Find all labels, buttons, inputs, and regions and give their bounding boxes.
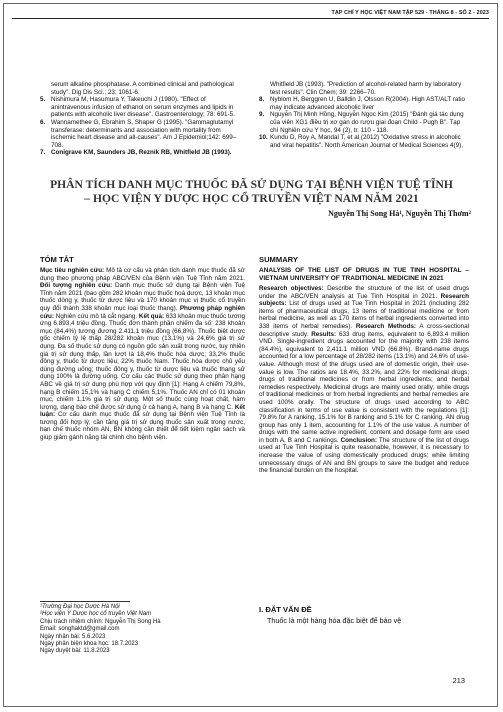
- article-authors: Nguyễn Thị Song Hà¹, Nguyễn Thị Thơm²: [328, 209, 471, 218]
- references-right: [259, 81, 469, 149]
- reference-number: 7.: [40, 149, 46, 157]
- abstract-text: 633 khoản mục thuốc tương ứng 6.893,4 triệu đồng. Thuốc đơn thành phần chiếm đa số: 238 khoản mục (84,4%) tương đương 2.411,1 triệu đồng (66,8%). Thuốc biệt dược gốc chiếm tỷ lệ thấp 28/282 khoản mục (13,1%) và 24,6% giá trị sử dụng. Đa số thuốc sử dụng có nguồn gốc sản xuất trong nước, tuy nhiên giá trị sử dụng thấp, lần lượt là 18,4% thuốc hóa dược; 33,2% thuốc đông y, thuốc từ dược liệu; 22% thuốc Nam. Thuốc hóa dược chủ yếu dùng đường uống; thuốc đông y, thuốc từ dược liệu và thuốc thang sử dụng 100% là đường uống. Cơ cấu các thuốc sử dụng theo phân hạng ABC về giá trị sử dụng phù hợp với quy định [1]: Hạng A chiếm 79,8%, hạng B chiếm 15,1% và hạng C chiếm 5,1%. Thuốc AN chỉ có 01 khoản mục, chiếm 1,1% giá trị sử dụng. Một số thuốc cùng hoạt chất, hàm lượng, dạng bào chế được sử dụng ở cả hạng A, hạng B và hạng C.: [40, 312, 246, 411]
- abstract-text: Nghiên cứu mô tả cắt ngang.: [54, 312, 138, 320]
- date-received: Ngày nhận bài: 5.6.2023: [40, 633, 106, 640]
- reference-item: [40, 119, 245, 149]
- abstract-heading-vi: TÓM TẮT: [40, 255, 74, 264]
- reference-number: 9.: [259, 111, 265, 119]
- abstract-label: Research Methods:: [355, 322, 416, 330]
- abstract-label: Research objectives:: [259, 285, 324, 292]
- english-title: ANALYSIS OF THE LIST OF DRUGS IN TUE TINH HOSPITAL – VIETNAM UNIVERSITY OF TRADITIONAL MEDICINE IN 2021: [259, 267, 469, 282]
- abstract-label: Conclusion:: [340, 436, 378, 444]
- reference-text: Nguyễn Thị Minh Hồng, Nguyễn Ngọc Kim (2015) "Đánh giá tác dụng của viên XG1 điều trị xơ gan do rượu giai đoạn Child - Pugh B". Tạp chí Nghiên cứu Y học, 94 (2), tr. 110 - 118.: [270, 111, 464, 134]
- abstract-label: Đối tượng nghiên cứu:: [40, 282, 113, 290]
- reference-number: [259, 81, 270, 96]
- reference-text: Nishimura M, Hasumura Y, Takeuchi J (1980). "Effect of anintravenous infusion of ethanol on serum enzymes and lipids in patients with alcoholic liver disease". Gastroenterology; 78: 691-5.: [51, 96, 235, 119]
- abstract-text: The structure of the list of drugs used at Tue Tinh Hospital is quite reasonable, however, it is necessary to increase the value of using domestically produced drugs; while limiting unnecessary drugs of AN and BN groups to save the budget and reduce the financial burden on the hospital.: [259, 436, 470, 475]
- abstract-label: Research subjects:: [259, 292, 470, 308]
- abstract-text: Danh mục thuốc sử dụng tại Bệnh viện Tuệ Tĩnh năm 2021 (bao gồm 282 khoản mục thuốc hoá dược, 13 khoản mục thuốc dòng y, thuốc từ dược liệu và 170 khoản mục vị thuốc cổ truyền quy đổi thành 338 khoản mục loại thuốc thang).: [40, 282, 245, 312]
- section-text: [259, 616, 469, 625]
- abstract-text: 633 drug items, equivalent to 6,893.4 million VND. Single-ingredient drugs accounted for the majority with 238 items (84.4%), equivalent to 2,411.1 million VND (66.8%). Brand-name drugs accounted for a low percentage of 28/282 items (13.1%) and 24.6% of use-value. Although most of the drugs used are of domestic origin, their use-value is low. The ratios are 18.4%, 33.2%, and 22% for medicinal drugs; drugs of traditional medicines or from herbal ingredients; and herbal remedies respectively. Medicinal drugs are mainly used orally; while drugs of traditional medicines or from herbal ingredients and herbal remedies are used 100% orally. The structure of drugs used according to ABC classification in terms of use value is consistent with the regulations [1]: 79.8% for A ranking, 15.1% for B ranking and 5.1% for C ranking. AN drug group has only 1 item, accounting for 1.1% of the use value. A number of drugs with the same active ingredient, content and dosage form are used in both A, B and C rankings.: [259, 330, 469, 444]
- article-title: [20, 178, 483, 206]
- reference-number: 8.: [259, 96, 265, 104]
- abstract-text: List of drugs used at Tue Tinh Hospital in 2021 (including 282 items of pharmaceutical drugs, 13 items of traditional medicine or from herbal medicine, as well as 170 items of herbal ingredients converted into 338 items of herbal remedies).: [259, 300, 469, 330]
- reference-item: [259, 81, 469, 96]
- abstract-label: Mục tiêu nghiên cứu:: [40, 267, 105, 274]
- references-left: [40, 81, 245, 157]
- reference-item: [40, 96, 245, 119]
- abstract-text: Mô tả cơ cấu và phân tích danh mục thuốc đã sử dụng theo phương pháp ABC/VEN của Bệnh viện Tuệ Tĩnh năm 2021.: [40, 267, 245, 282]
- abstract-label: Kết quả:: [138, 312, 165, 320]
- abstract-en: [259, 267, 469, 475]
- article-title-line: PHÂN TÍCH DANH MỤC THUỐC ĐÃ SỬ DỤNG TẠI BỆNH VIỆN TUỆ TĨNH: [50, 178, 453, 191]
- affiliation: ²Học viện Y Dược học cổ truyền Việt Nam: [40, 611, 152, 618]
- reference-text: Wannamethee G, Ebrahim S, Shaper G (1995). "Gammaglutamyl transferase: determinants and association with mortality from ischemic heart disease and all-causes". Am J Epidemiol;142: 699–708.: [51, 118, 237, 149]
- affiliation: ¹Trường Đại học Dược Hà Nội: [40, 604, 120, 610]
- abstract-label: Results:: [311, 330, 337, 338]
- footnote-separator: [40, 601, 130, 602]
- reference-text: Kundu D, Roy A, Mandal T, et al (2012) "Oxidative stress in alcoholic and viral hepatitis". North American Journal of Medical Sciences 4(9),: [270, 134, 463, 149]
- reference-text: Whitfield JB (1993). "Prediction of alcohol-related harm by laboratory test results". Clin Chem; 39: 2266–70.: [270, 81, 462, 96]
- abstract-label: Kết luận:: [40, 403, 246, 419]
- reference-item: [40, 81, 245, 96]
- reference-number: 5.: [40, 96, 46, 104]
- reference-number: 6.: [40, 118, 46, 126]
- abstract-text: Cơ cấu danh mục thuốc đã sử dụng tại Bệnh viện Tuệ Tĩnh là tương đối hợp lý; cần tăng giá trị sử dụng thuốc sản xuất trong nước, hạn chế thuốc nhóm AN, BN không cần thiết để tiết kiệm ngân sách và giúp giảm gánh nặng tài chính cho bệnh viện.: [40, 411, 245, 442]
- page-number: 213: [452, 676, 465, 685]
- abstract-text: Describe the structure of the list of used drugs under the ABC/VEN analysis at Tue Tinh Hospital in 2021.: [259, 285, 470, 300]
- reference-number: 10.: [259, 134, 268, 142]
- corresponding-author: Chịu trách nhiệm chính: Nguyễn Thị Song Hà: [40, 618, 161, 625]
- author-email: Email: songhaktd@gmail.com: [40, 626, 120, 633]
- section-body: Thuốc là một hàng hóa đặc biệt để bảo vệ: [267, 616, 402, 625]
- reference-text: Nyblom H, Berggren U, Balldin J, Olsson R(2004). High AST/ALT ratio may indicate advanced alcoholic liver: [270, 96, 466, 111]
- abstract-text: A cross-sectional descriptive study.: [259, 322, 470, 338]
- abstract-label: Phương pháp nghiên cứu:: [40, 304, 245, 320]
- reference-text: serum alkaline phosphatase. A combined clinical and pathological study". Dig Dis Sci.; 23: 1061-6.: [51, 81, 234, 96]
- section-heading: I. ĐẶT VẤN ĐỀ: [259, 605, 312, 614]
- abstract-heading-en: SUMMARY: [259, 255, 298, 264]
- reference-number: [40, 81, 51, 96]
- reference-text: Conigrave KM, Saunders JB, Reznik RB, Whitfield JB (1993).: [51, 149, 232, 157]
- reference-item: [259, 134, 469, 149]
- article-title-line: – HỌC VIỆN Y DƯỢC HỌC CỔ TRUYỀN VIỆT NAM NĂM 2021: [84, 192, 419, 205]
- reference-item: [259, 96, 469, 111]
- date-reviewed: Ngày phản biện khoa học: 18.7.2023: [40, 641, 139, 648]
- footnotes: [40, 604, 245, 656]
- header-rule: [12, 18, 489, 19]
- abstract-vi: [40, 267, 245, 442]
- journal-header: TẠP CHÍ Y HỌC VIỆT NAM TẬP 529 - THÁNG 8 - SỐ 2 - 2023: [331, 10, 489, 16]
- date-approved: Ngày duyệt bài: 11.8.2023: [40, 648, 110, 655]
- reference-item: [40, 149, 245, 157]
- reference-item: [259, 111, 469, 134]
